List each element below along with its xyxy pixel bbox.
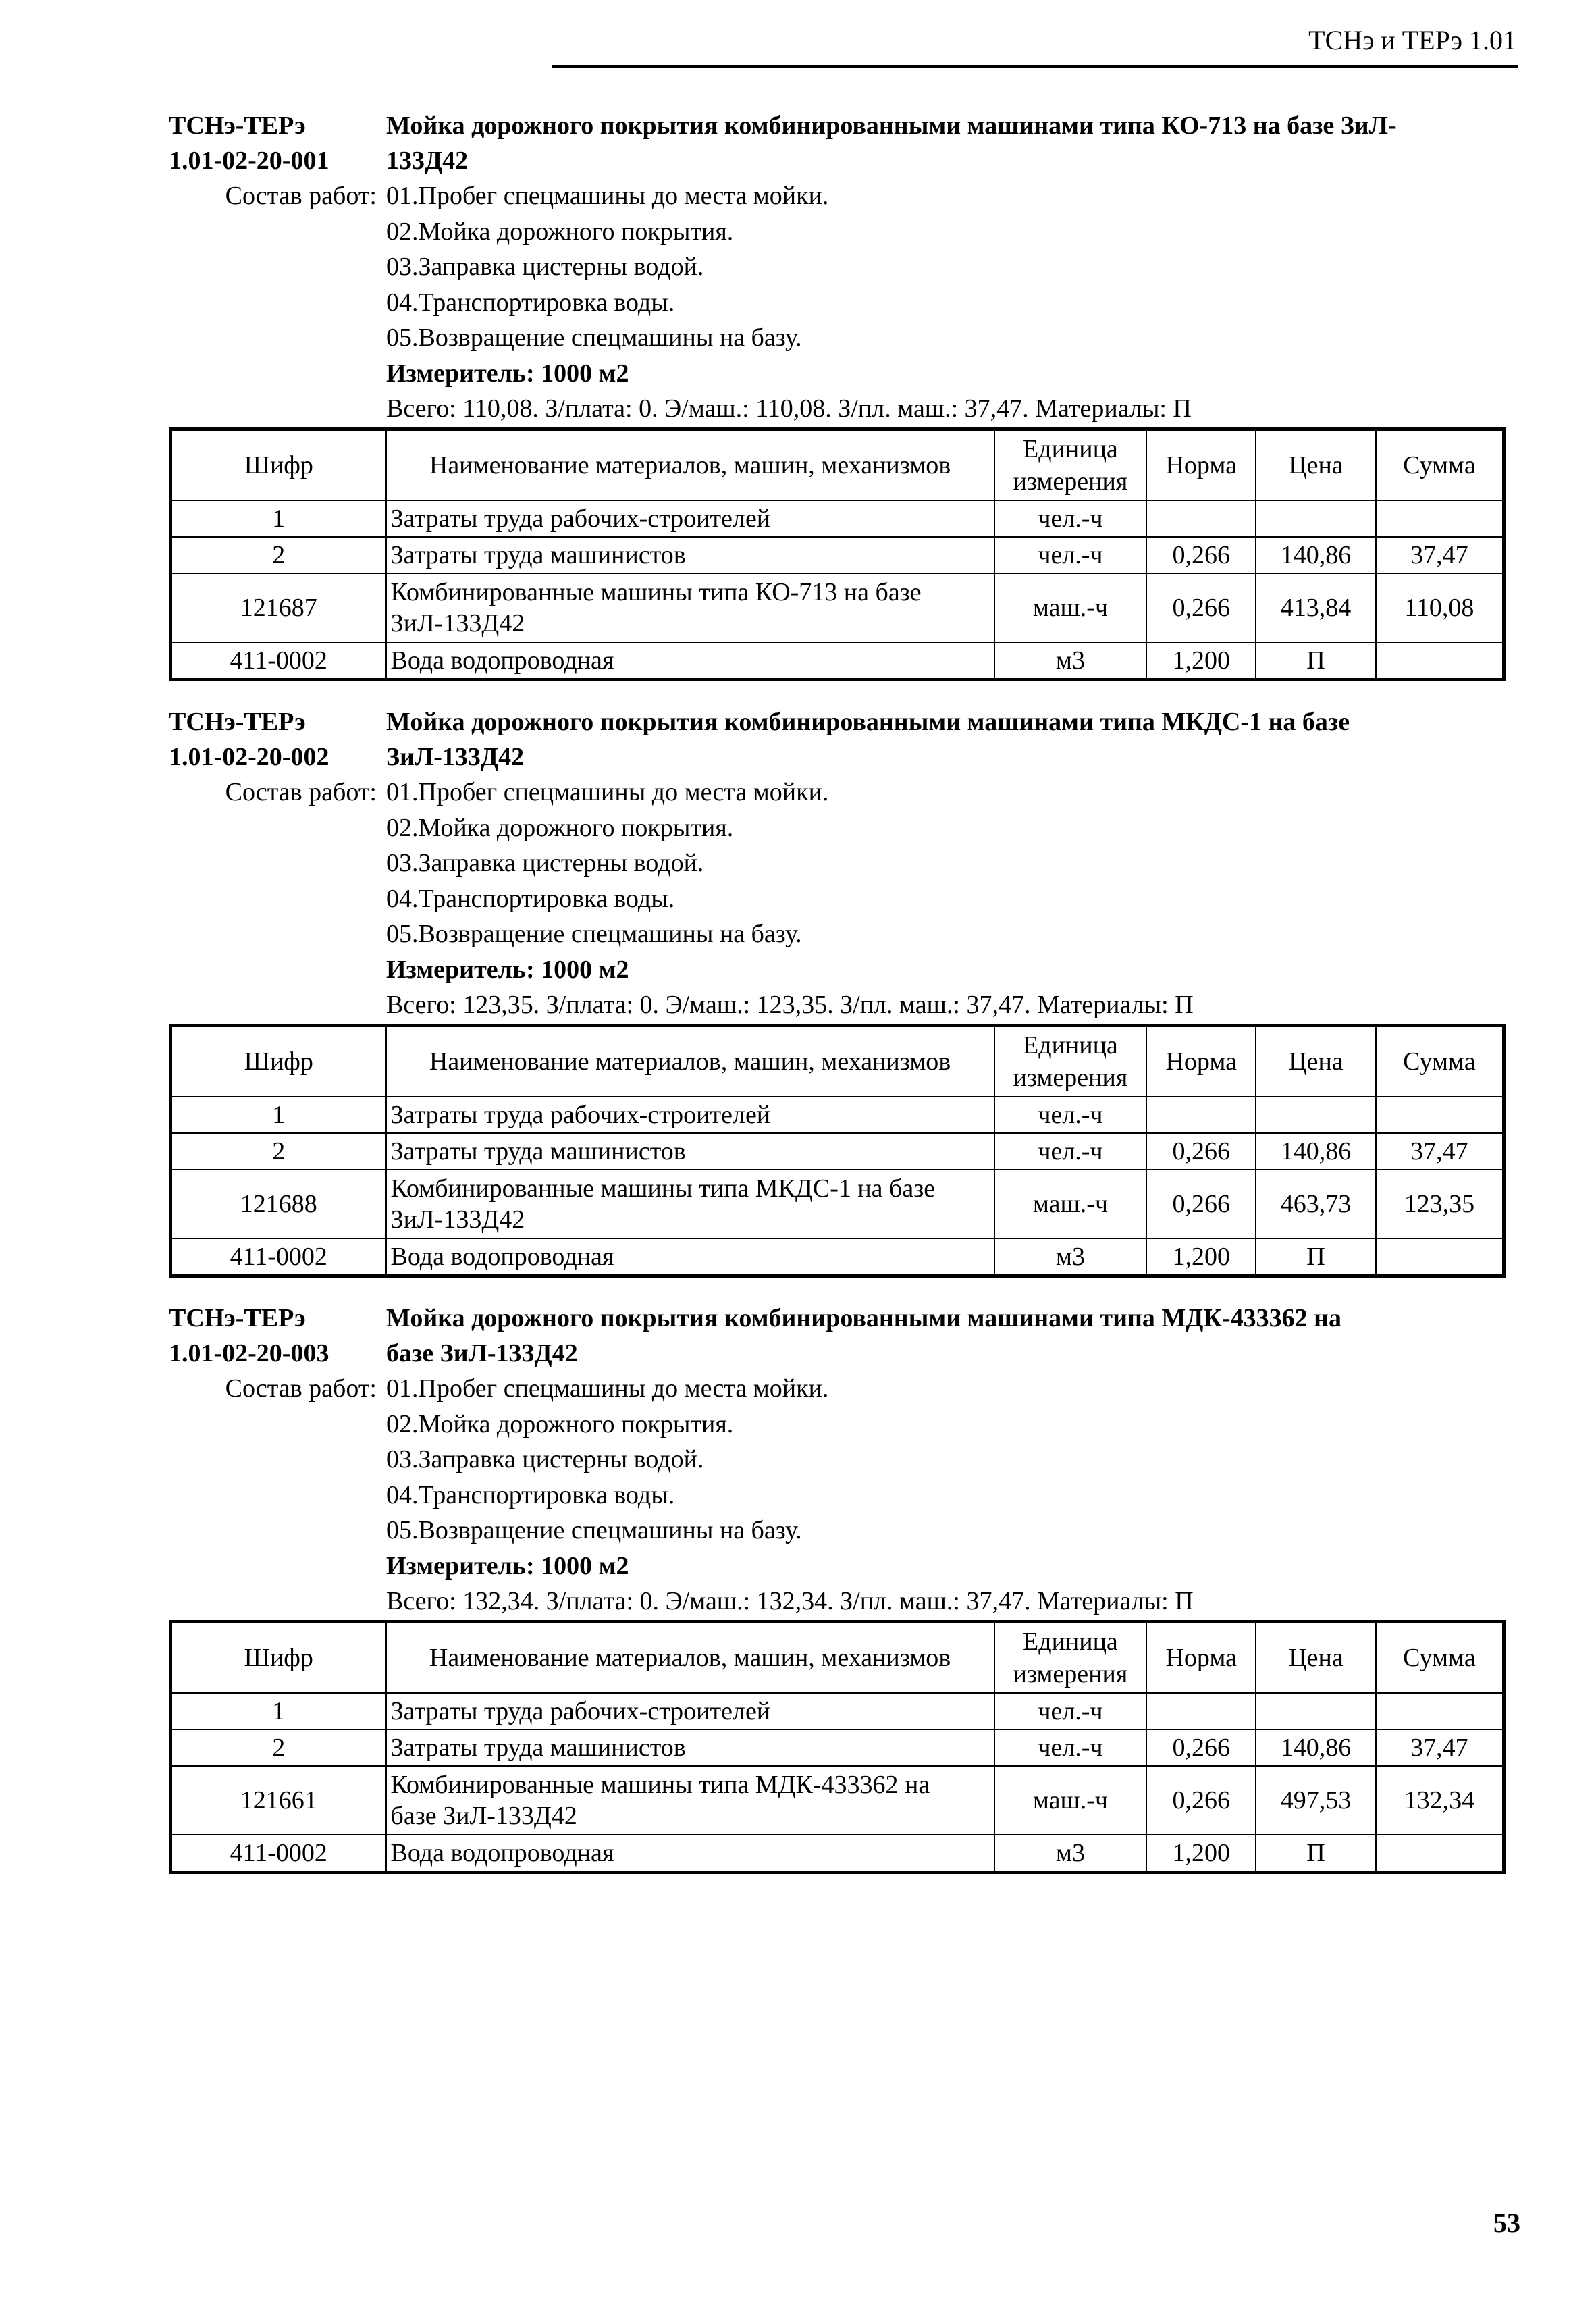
cell-norm: 0,266 [1146, 1133, 1256, 1170]
section-header [169, 1301, 1506, 1371]
table-row [171, 1133, 1504, 1170]
composition-label: Состав работ: [225, 1374, 377, 1403]
resources-table [169, 427, 1506, 681]
col-header-price: Цена [1256, 429, 1376, 500]
cell-unit: м3 [994, 1835, 1147, 1873]
work-step: 02.Мойка дорожного покрытия. [386, 813, 734, 842]
work-step: 01.Пробег спецмашины до места мойки. [386, 182, 829, 210]
cell-name: Затраты труда рабочих-строителей [386, 500, 994, 537]
work-step: 04.Транспортировка воды. [386, 288, 675, 317]
cell-sum [1376, 500, 1504, 537]
table-row [171, 1835, 1504, 1873]
norm-section [169, 1301, 1506, 1874]
cell-name: Комбинированные машины типа МКДС-1 на базе ЗиЛ-133Д42 [386, 1170, 994, 1239]
col-header-code: Шифр [171, 429, 386, 500]
work-step: 05.Возвращение спецмашины на базу. [386, 920, 802, 948]
work-step: 04.Транспортировка воды. [386, 884, 675, 913]
cell-price [1256, 1097, 1376, 1133]
meter-value: 1000 м2 [541, 359, 629, 388]
norm-title-line1: Мойка дорожного покрытия комбинированными машинами типа МДК-433362 на [386, 1304, 1341, 1332]
table-header-row [171, 429, 1504, 500]
norm-section [169, 108, 1506, 681]
table-row [171, 1170, 1504, 1239]
section-header [169, 704, 1506, 775]
table-row [171, 1729, 1504, 1766]
work-step: 02.Мойка дорожного покрытия. [386, 217, 734, 246]
norm-code-prefix: ТСНэ-ТЕРэ [169, 111, 306, 140]
meter-line [386, 356, 1506, 391]
cell-code: 121688 [171, 1170, 386, 1239]
cell-norm: 1,200 [1146, 1835, 1256, 1873]
norm-title-line1: Мойка дорожного покрытия комбинированными машинами типа КО-713 на базе ЗиЛ- [386, 111, 1397, 140]
norm-code-prefix: ТСНэ-ТЕРэ [169, 708, 306, 736]
cell-name: Вода водопроводная [386, 1239, 994, 1276]
cell-unit: чел.-ч [994, 1729, 1147, 1766]
cell-name: Комбинированные машины типа КО-713 на базе ЗиЛ-133Д42 [386, 573, 994, 642]
col-header-price: Цена [1256, 1621, 1376, 1693]
cell-price: 140,86 [1256, 1729, 1376, 1766]
cell-sum [1376, 642, 1504, 680]
cell-price: 463,73 [1256, 1170, 1376, 1239]
cell-code: 411-0002 [171, 642, 386, 680]
cell-name: Затраты труда машинистов [386, 1133, 994, 1170]
table-header-row [171, 1621, 1504, 1693]
work-step: 01.Пробег спецмашины до места мойки. [386, 778, 829, 806]
work-step: 05.Возвращение спецмашины на базу. [386, 323, 802, 352]
table-row [171, 500, 1504, 537]
cell-norm: 1,200 [1146, 1239, 1256, 1276]
table-row [171, 1766, 1504, 1835]
work-composition [169, 1371, 1506, 1548]
page-number: 53 [1493, 2208, 1520, 2238]
norm-title-line2: ЗиЛ-133Д42 [386, 743, 525, 771]
cell-sum: 132,34 [1376, 1766, 1504, 1835]
cell-unit: чел.-ч [994, 1097, 1147, 1133]
cell-norm: 0,266 [1146, 573, 1256, 642]
col-header-name: Наименование материалов, машин, механизмов [386, 1621, 994, 1693]
col-header-sum: Сумма [1376, 429, 1504, 500]
work-step: 03.Заправка цистерны водой. [386, 849, 704, 877]
table-row [171, 1097, 1504, 1133]
resources-table [169, 1024, 1506, 1278]
cell-norm: 1,200 [1146, 642, 1256, 680]
meter-label: Измеритель: [386, 955, 535, 984]
table-row [171, 1239, 1504, 1276]
cell-price: 140,86 [1256, 537, 1376, 573]
meter-value: 1000 м2 [541, 955, 629, 984]
cell-sum [1376, 1693, 1504, 1729]
cell-norm: 0,266 [1146, 1170, 1256, 1239]
work-composition [169, 775, 1506, 952]
norm-code-prefix: ТСНэ-ТЕРэ [169, 1304, 306, 1332]
cell-unit: м3 [994, 1239, 1147, 1276]
cell-code: 121687 [171, 573, 386, 642]
cell-unit: маш.-ч [994, 1170, 1147, 1239]
cell-price: П [1256, 642, 1376, 680]
cell-norm: 0,266 [1146, 1766, 1256, 1835]
cell-name: Комбинированные машины типа МДК-433362 на базе ЗиЛ-133Д42 [386, 1766, 994, 1835]
cell-unit: чел.-ч [994, 537, 1147, 573]
cell-sum [1376, 1097, 1504, 1133]
cell-price: 140,86 [1256, 1133, 1376, 1170]
col-header-name: Наименование материалов, машин, механизмов [386, 1025, 994, 1097]
cell-unit: чел.-ч [994, 500, 1147, 537]
cell-sum: 37,47 [1376, 1133, 1504, 1170]
col-header-code: Шифр [171, 1621, 386, 1693]
cell-name: Затраты труда машинистов [386, 1729, 994, 1766]
table-row [171, 537, 1504, 573]
col-header-norm: Норма [1146, 1621, 1256, 1693]
meter-line [386, 952, 1506, 987]
cell-sum: 37,47 [1376, 537, 1504, 573]
cell-price: 413,84 [1256, 573, 1376, 642]
col-header-price: Цена [1256, 1025, 1376, 1097]
col-header-unit: Единица измерения [994, 429, 1147, 500]
work-step: 03.Заправка цистерны водой. [386, 1445, 704, 1474]
cell-name: Затраты труда рабочих-строителей [386, 1097, 994, 1133]
work-step: 01.Пробег спецмашины до места мойки. [386, 1374, 829, 1403]
cell-price [1256, 1693, 1376, 1729]
section-header [169, 108, 1506, 178]
cell-price: П [1256, 1835, 1376, 1873]
cell-name: Затраты труда рабочих-строителей [386, 1693, 994, 1729]
cell-code: 2 [171, 1729, 386, 1766]
cell-price: 497,53 [1256, 1766, 1376, 1835]
totals-line: Всего: 110,08. З/плата: 0. Э/маш.: 110,08. З/пл. маш.: 37,47. Материалы: П [386, 394, 1192, 423]
col-header-sum: Сумма [1376, 1621, 1504, 1693]
norm-code: 1.01-02-20-003 [169, 1339, 329, 1367]
work-step: 04.Транспортировка воды. [386, 1480, 675, 1509]
cell-unit: м3 [994, 642, 1147, 680]
work-step: 05.Возвращение спецмашины на базу. [386, 1516, 802, 1544]
table-row [171, 642, 1504, 680]
cell-code: 121661 [171, 1766, 386, 1835]
cell-code: 2 [171, 537, 386, 573]
totals-line: Всего: 132,34. З/плата: 0. Э/маш.: 132,34. З/пл. маш.: 37,47. Материалы: П [386, 1586, 1194, 1615]
cell-code: 1 [171, 1693, 386, 1729]
col-header-unit: Единица измерения [994, 1621, 1147, 1693]
col-header-norm: Норма [1146, 429, 1256, 500]
norm-title-line1: Мойка дорожного покрытия комбинированными машинами типа МКДС-1 на базе [386, 708, 1350, 736]
norm-title-line2: 133Д42 [386, 147, 469, 175]
composition-label: Состав работ: [225, 778, 377, 806]
col-header-code: Шифр [171, 1025, 386, 1097]
cell-code: 411-0002 [171, 1239, 386, 1276]
norm-title-line2: базе ЗиЛ-133Д42 [386, 1339, 578, 1367]
norm-code: 1.01-02-20-001 [169, 147, 329, 175]
table-row [171, 573, 1504, 642]
meter-label: Измеритель: [386, 1551, 535, 1580]
cell-unit: чел.-ч [994, 1133, 1147, 1170]
col-header-unit: Единица измерения [994, 1025, 1147, 1097]
work-composition [169, 178, 1506, 356]
cell-norm [1146, 1693, 1256, 1729]
meter-line [386, 1548, 1506, 1584]
composition-label: Состав работ: [225, 182, 377, 210]
cell-price [1256, 500, 1376, 537]
table-header-row [171, 1025, 1504, 1097]
cell-norm: 0,266 [1146, 537, 1256, 573]
totals-line: Всего: 123,35. З/плата: 0. Э/маш.: 123,35. З/пл. маш.: 37,47. Материалы: П [386, 990, 1194, 1019]
cell-name: Вода водопроводная [386, 1835, 994, 1873]
cell-unit: маш.-ч [994, 1766, 1147, 1835]
col-header-name: Наименование материалов, машин, механизмов [386, 429, 994, 500]
col-header-sum: Сумма [1376, 1025, 1504, 1097]
cell-norm: 0,266 [1146, 1729, 1256, 1766]
cell-name: Вода водопроводная [386, 642, 994, 680]
norm-section [169, 704, 1506, 1278]
cell-price: П [1256, 1239, 1376, 1276]
norm-code: 1.01-02-20-002 [169, 743, 329, 771]
cell-sum [1376, 1835, 1504, 1873]
meter-value: 1000 м2 [541, 1551, 629, 1580]
cell-code: 2 [171, 1133, 386, 1170]
cell-code: 1 [171, 500, 386, 537]
cell-norm [1146, 1097, 1256, 1133]
resources-table [169, 1620, 1506, 1874]
cell-unit: маш.-ч [994, 573, 1147, 642]
cell-sum: 110,08 [1376, 573, 1504, 642]
col-header-norm: Норма [1146, 1025, 1256, 1097]
cell-code: 1 [171, 1097, 386, 1133]
cell-code: 411-0002 [171, 1835, 386, 1873]
cell-sum [1376, 1239, 1504, 1276]
work-step: 02.Мойка дорожного покрытия. [386, 1409, 734, 1438]
cell-norm [1146, 500, 1256, 537]
cell-unit: чел.-ч [994, 1693, 1147, 1729]
cell-sum: 37,47 [1376, 1729, 1504, 1766]
work-step: 03.Заправка цистерны водой. [386, 253, 704, 281]
cell-sum: 123,35 [1376, 1170, 1504, 1239]
meter-label: Измеритель: [386, 359, 535, 388]
header-rule [552, 65, 1518, 68]
cell-name: Затраты труда машинистов [386, 537, 994, 573]
running-header: ТСНэ и ТЕРэ 1.01 [1308, 25, 1516, 55]
table-row [171, 1693, 1504, 1729]
